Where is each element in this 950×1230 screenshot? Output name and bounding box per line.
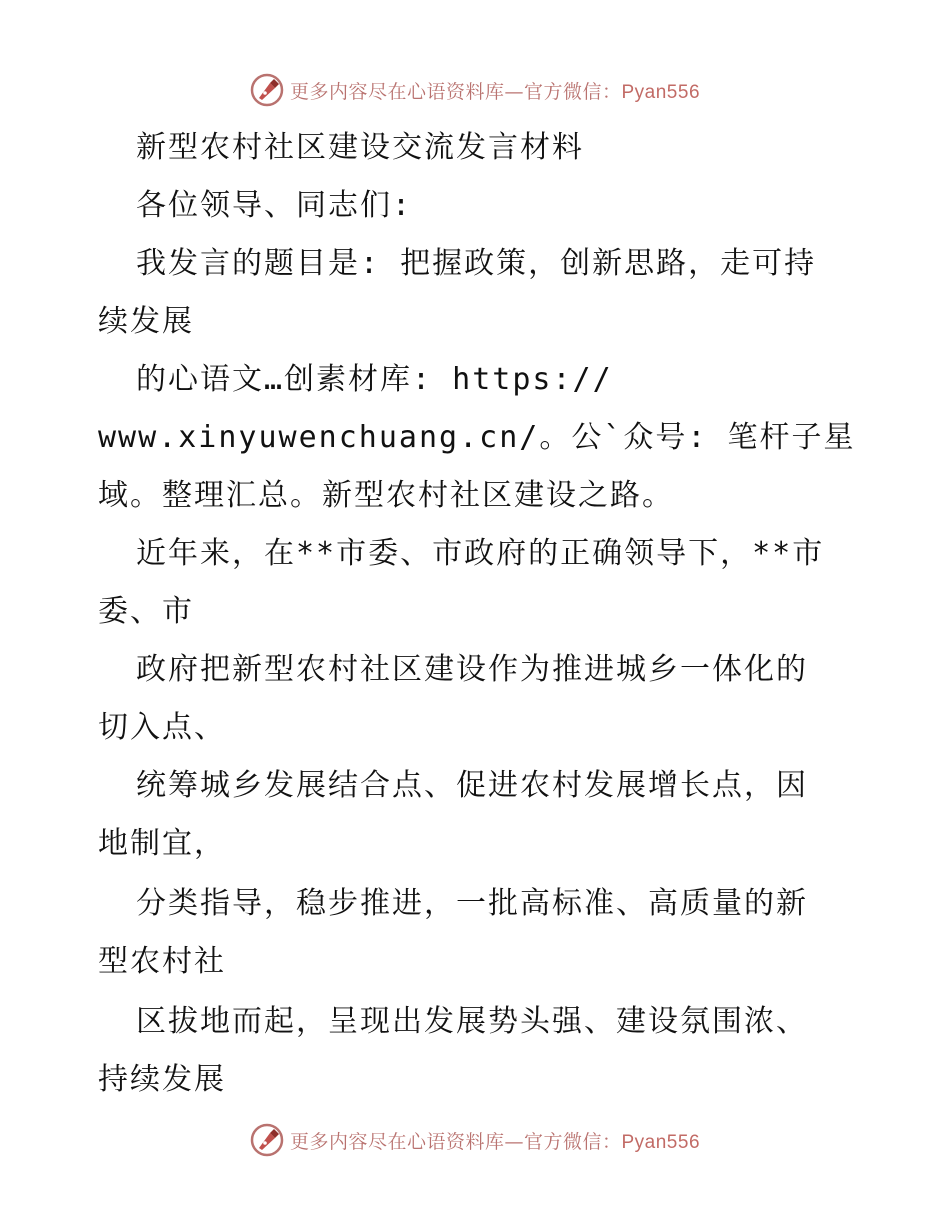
paragraph-line: 持续发展 <box>98 1062 226 1097</box>
paragraph-line: 统筹城乡发展结合点、促进农村发展增长点，因 <box>136 768 808 803</box>
paragraph-line: 政府把新型农村社区建设作为推进城乡一体化的 <box>136 652 808 687</box>
paragraph-line: www.xinyuwenchuang.cn/。公`众号: 笔杆子星 <box>98 420 856 455</box>
paragraph-line: 地制宜， <box>98 826 226 861</box>
paragraph-line: 我发言的题目是: 把握政策，创新思路，走可持 <box>136 246 817 281</box>
paragraph-line: 近年来，在**市委、市政府的正确领导下，**市 <box>136 536 825 571</box>
paragraph-line: 委、市 <box>98 594 194 629</box>
watermark-text: 更多内容尽在心语资料库—官方微信：Pyan556 <box>289 80 701 103</box>
paragraph-line: 型农村社 <box>98 944 226 979</box>
salutation: 各位领导、同志们: <box>136 188 413 223</box>
paragraph-line: 的心语文…创素材库: https:// <box>136 362 613 397</box>
paragraph-line: 续发展 <box>98 304 194 339</box>
pen-nib-icon <box>250 1123 284 1157</box>
watermark-text: 更多内容尽在心语资料库—官方微信：Pyan556 <box>289 1130 701 1153</box>
footer-watermark <box>0 1120 950 1160</box>
document-title: 新型农村社区建设交流发言材料 <box>136 130 584 165</box>
paragraph-line: 分类指导，稳步推进，一批高标准、高质量的新 <box>136 886 808 921</box>
paragraph-line: 域。整理汇总。新型农村社区建设之路。 <box>98 478 674 513</box>
paragraph-line: 区拔地而起，呈现出发展势头强、建设氛围浓、 <box>136 1004 808 1039</box>
paragraph-line: 切入点、 <box>98 710 226 745</box>
